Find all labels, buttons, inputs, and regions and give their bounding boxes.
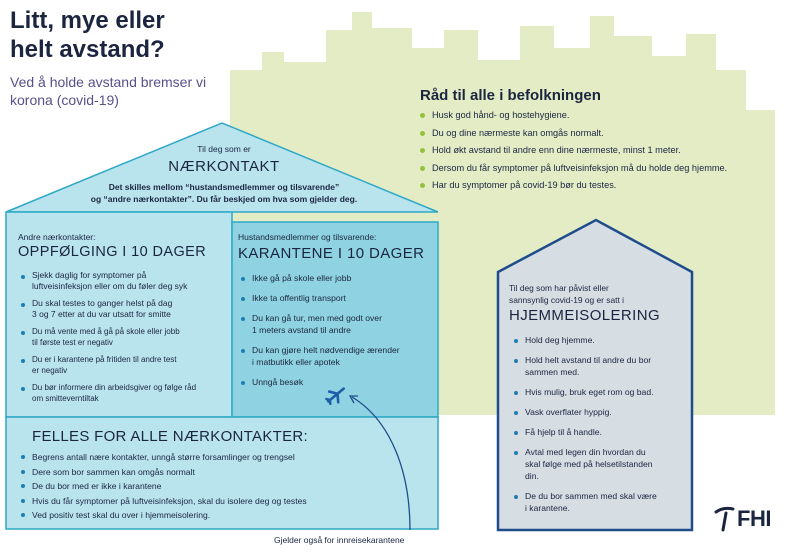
list-item: Ikke gå på skole eller jobb	[240, 272, 435, 284]
list-item: Begrens antall nære kontakter, unngå større forsamlinger og trengsel	[20, 450, 440, 465]
page-subtitle: Ved å holde avstand bremser vi korona (covid-19)	[10, 74, 207, 108]
footnote: Gjelder også for innreisekarantene	[274, 535, 405, 545]
list-item: Unngå besøk	[240, 376, 435, 388]
list-item: Hold deg hjemme.	[513, 334, 688, 346]
hjemme-heading: HJEMMEISOLERING	[509, 307, 661, 324]
population-list	[420, 107, 770, 195]
list-item: Du og dine nærmeste kan omgås normalt.	[420, 125, 770, 143]
list-item: Hold helt avstand til andre du bor sammen med.	[513, 354, 688, 378]
naerkontakt-description: Det skilles mellom “hustandsmedlemmer og tilsvarende” og “andre nærkontakter”. Du får beskjed om hva som gjelder deg.	[90, 182, 358, 204]
andre-label: Andre nærkontakter:	[18, 232, 96, 242]
list-item: Hvis mulig, bruk eget rom og bad.	[513, 386, 688, 398]
andre-heading: OPPFØLGING I 10 DAGER	[18, 244, 207, 260]
list-item: Dersom du får symptomer på luftveisinfeksjon må du holde deg hjemme.	[420, 160, 770, 178]
list-item: De du bor sammen med skal være i karantene.	[513, 490, 688, 514]
list-item: Dere som bor sammen kan omgås normalt	[20, 465, 440, 480]
karantene-list	[240, 272, 435, 396]
hjemme-intro: Til deg som har påvist eller sannsynlig covid-19 og er satt i	[509, 283, 624, 305]
fhi-logo-text: FHI	[737, 506, 771, 531]
list-item: Du kan gå tur, men med godt over 1 meters avstand til andre	[240, 312, 435, 336]
list-item: Sjekk daglig for symptomer på luftveisinfeksjon eller om du føler deg syk	[20, 270, 225, 292]
felles-list	[20, 450, 440, 523]
list-item: Husk god hånd- og hostehygiene.	[420, 107, 770, 125]
population-heading: Råd til alle i befolkningen	[420, 87, 601, 104]
andre-list	[20, 270, 225, 410]
naerkontakt-intro: Til deg som er	[197, 144, 251, 154]
list-item: Du skal testes to ganger helst på dag 3 og 7 etter at du var utsatt for smitte	[20, 298, 225, 320]
list-item: Hold økt avstand til andre enn dine nærmeste, minst 1 meter.	[420, 142, 770, 160]
list-item: Du kan gjøre helt nødvendige ærender i matbutikk eller apotek	[240, 344, 435, 368]
fhi-logo-icon	[713, 506, 737, 532]
list-item: Har du symptomer på covid-19 bør du testes.	[420, 177, 770, 195]
page-title: Litt, mye eller helt avstand?	[10, 7, 165, 63]
list-item: Du er i karantene på fritiden til andre test er negativ	[20, 354, 225, 376]
naerkontakt-heading: NÆRKONTAKT	[168, 158, 280, 175]
felles-heading: FELLES FOR ALLE NÆRKONTAKTER:	[32, 428, 308, 445]
list-item: Du bør informere din arbeidsgiver og følge råd om smitteverntiltak	[20, 382, 225, 404]
karantene-heading: KARANTENE I 10 DAGER	[238, 245, 425, 262]
list-item: Få hjelp til å handle.	[513, 426, 688, 438]
hjemme-list	[513, 334, 688, 522]
karantene-label: Hustandsmedlemmer og tilsvarende:	[238, 232, 377, 242]
list-item: Hvis du får symptomer på luftveisinfeksjon, skal du isolere deg og testes	[20, 494, 440, 509]
list-item: Vask overflater hyppig.	[513, 406, 688, 418]
list-item: Avtal med legen din hvordan du skal følge med på helsetilstanden din.	[513, 446, 688, 482]
list-item: Du må vente med å gå på skole eller jobb til første test er negativ	[20, 326, 225, 348]
list-item: De du bor med er ikke i karantene	[20, 479, 440, 494]
list-item: Ved positiv test skal du over i hjemmeisolering.	[20, 508, 440, 523]
list-item: Ikke ta offentlig transport	[240, 292, 435, 304]
